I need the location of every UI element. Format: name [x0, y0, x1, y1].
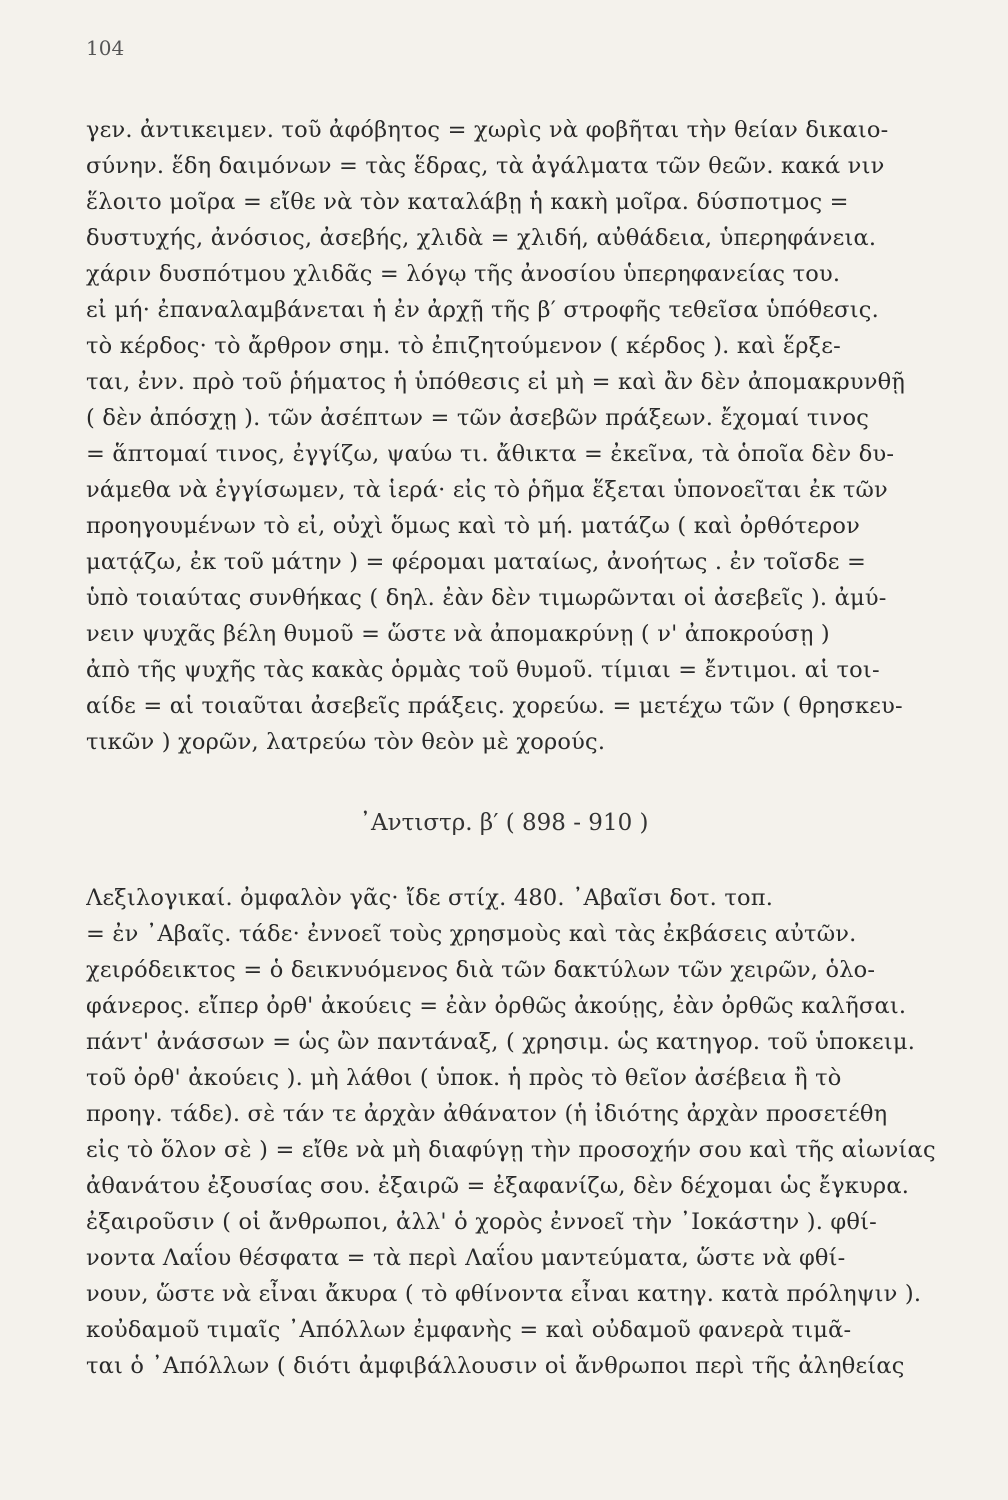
text-line: πάντ' ἀνάσσων = ὡς ὢν παντάναξ, ( χρησιμ. ὡς κατηγορ. τοῦ ὑποκειμ.	[86, 1029, 916, 1055]
text-line: φάνερος. εἴπερ ὀρθ' ἀκούεις = ἐὰν ὀρθῶς ἀκούῃς, ἐὰν ὀρθῶς καλῆσαι.	[86, 993, 907, 1019]
section-heading: ᾿Αντιστρ. β′ ( 898 - 910 )	[359, 810, 649, 836]
text-line: νοντα Λαΐου θέσφατα = τὰ περὶ Λαΐου μαντεύματα, ὥστε νὰ φθί-	[86, 1245, 846, 1271]
text-line: ται, ἐνν. πρὸ τοῦ ῥήματος ἡ ὑπόθεσις εἰ μὴ = καὶ ἂν δὲν ἀπομακρυνθῇ	[86, 369, 906, 395]
text-line: τοῦ ὀρθ' ἀκούεις ). μὴ λάθοι ( ὑποκ. ἡ πρὸς τὸ θεῖον ἀσέβεια ἢ τὸ	[86, 1065, 842, 1091]
text-line: νουν, ὥστε νὰ εἶναι ἄκυρα ( τὸ φθίνοντα εἶναι κατηγ. κατὰ πρόληψιν ).	[86, 1281, 922, 1307]
text-line: ἐξαιροῦσιν ( οἱ ἄνθρωποι, ἀλλ' ὁ χορὸς ἐννοεῖ τὴν ᾿Ιοκάστην ). φθί-	[86, 1209, 877, 1235]
text-line: ( δὲν ἀπόσχῃ ). τῶν ἀσέπτων = τῶν ἀσεβῶν πράξεων. ἔχομαί τινος	[86, 405, 870, 431]
text-line: εἰς τὸ ὅλον σὲ ) = εἴθε νὰ μὴ διαφύγῃ τὴν προσοχήν σου καὶ τῆς αἰωνίας	[86, 1137, 936, 1163]
text-line: χειρόδεικτος = ὁ δεικνυόμενος διὰ τῶν δακτύλων τῶν χειρῶν, ὁλο-	[86, 957, 876, 983]
text-line: κοὐδαμοῦ τιμαῖς ᾿Απόλλων ἐμφανὴς = καὶ οὐδαμοῦ φανερὰ τιμᾶ-	[86, 1317, 852, 1343]
text-line: Λεξιλογικαί. ὀμφαλὸν γᾶς· ἴδε στίχ. 480. ᾿Αβαῖσι δοτ. τοπ.	[86, 885, 774, 911]
text-line: = ἐν ᾿Αβαῖς. τάδε· ἐννοεῖ τοὺς χρησμοὺς καὶ τὰς ἐκβάσεις αὐτῶν.	[86, 921, 857, 947]
text-line: χάριν δυσπότμου χλιδᾶς = λόγῳ τῆς ἀνοσίου ὑπερηφανείας του.	[86, 261, 841, 287]
text-line: αίδε = αἱ τοιαῦται ἀσεβεῖς πράξεις. χορεύω. = μετέχω τῶν ( θρησκευ-	[86, 693, 903, 719]
page-number: 104	[86, 36, 125, 60]
text-line: δυστυχής, ἀνόσιος, ἀσεβής, χλιδὰ = χλιδή, αὐθάδεια, ὑπερηφάνεια.	[86, 225, 877, 251]
text-line: τὸ κέρδος· τὸ ἄρθρον σημ. τὸ ἐπιζητούμενον ( κέρδος ). καὶ ἕρξε-	[86, 333, 841, 359]
text-line: ται ὁ ᾿Απόλλων ( διότι ἀμφιβάλλουσιν οἱ ἄνθρωποι περὶ τῆς ἀληθείας	[86, 1353, 905, 1379]
text-line: ματᾴζω, ἐκ τοῦ μάτην ) = φέρομαι ματαίως, ἀνοήτως . ἐν τοῖσδε =	[86, 549, 867, 575]
text-line: προηγ. τάδε). σὲ τάν τε ἀρχὰν ἀθάνατον (ἡ ἰδιότης ἀρχὰν προσετέθη	[86, 1101, 888, 1127]
text-line: νάμεθα νὰ ἐγγίσωμεν, τὰ ἱερά· εἰς τὸ ῥῆμα ἕξεται ὑπονοεῖται ἐκ τῶν	[86, 477, 888, 503]
text-line: προηγουμένων τὸ εἰ, οὐχὶ ὅμως καὶ τὸ μή. ματάζω ( καὶ ὀρθότερον	[86, 513, 860, 539]
text-line: = ἅπτομαί τινος, ἐγγίζω, ψαύω τι. ἄθικτα = ἐκεῖνα, τὰ ὁποῖα δὲν δυ-	[86, 441, 895, 467]
text-line: νειν ψυχᾶς βέλη θυμοῦ = ὥστε νὰ ἀπομακρύνῃ ( ν' ἀποκρούσῃ )	[86, 621, 830, 647]
commentary-block-2	[86, 880, 966, 1384]
text-line: ἕλοιτο μοῖρα = εἴθε νὰ τὸν καταλάβῃ ἡ κακὴ μοῖρα. δύσποτμος =	[86, 189, 849, 215]
text-line: εἰ μή· ἐπαναλαμβάνεται ἡ ἐν ἀρχῇ τῆς β′ στροφῆς τεθεῖσα ὑπόθεσις.	[86, 297, 879, 323]
text-line: ἀθανάτου ἐξουσίας σου. ἐξαιρῶ = ἐξαφανίζω, δὲν δέχομαι ὡς ἔγκυρα.	[86, 1173, 910, 1199]
text-line: τικῶν ) χορῶν, λατρεύω τὸν θεὸν μὲ χορούς.	[86, 729, 606, 755]
text-line: σύνην. ἕδη δαιμόνων = τὰς ἕδρας, τὰ ἀγάλματα τῶν θεῶν. κακά νιν	[86, 153, 885, 179]
text-line: ἀπὸ τῆς ψυχῆς τὰς κακὰς ὁρμὰς τοῦ θυμοῦ. τίμιαι = ἔντιμοι. αἱ τοι-	[86, 657, 880, 683]
text-line: ὑπὸ τοιαύτας συνθήκας ( δηλ. ἐὰν δὲν τιμωρῶνται οἱ ἀσεβεῖς ). ἀμύ-	[86, 585, 887, 611]
commentary-block-1	[86, 112, 966, 760]
text-line: γεν. ἀντικειμεν. τοῦ ἀφόβητος = χωρὶς νὰ φοβῆται τὴν θείαν δικαιο-	[86, 117, 889, 143]
